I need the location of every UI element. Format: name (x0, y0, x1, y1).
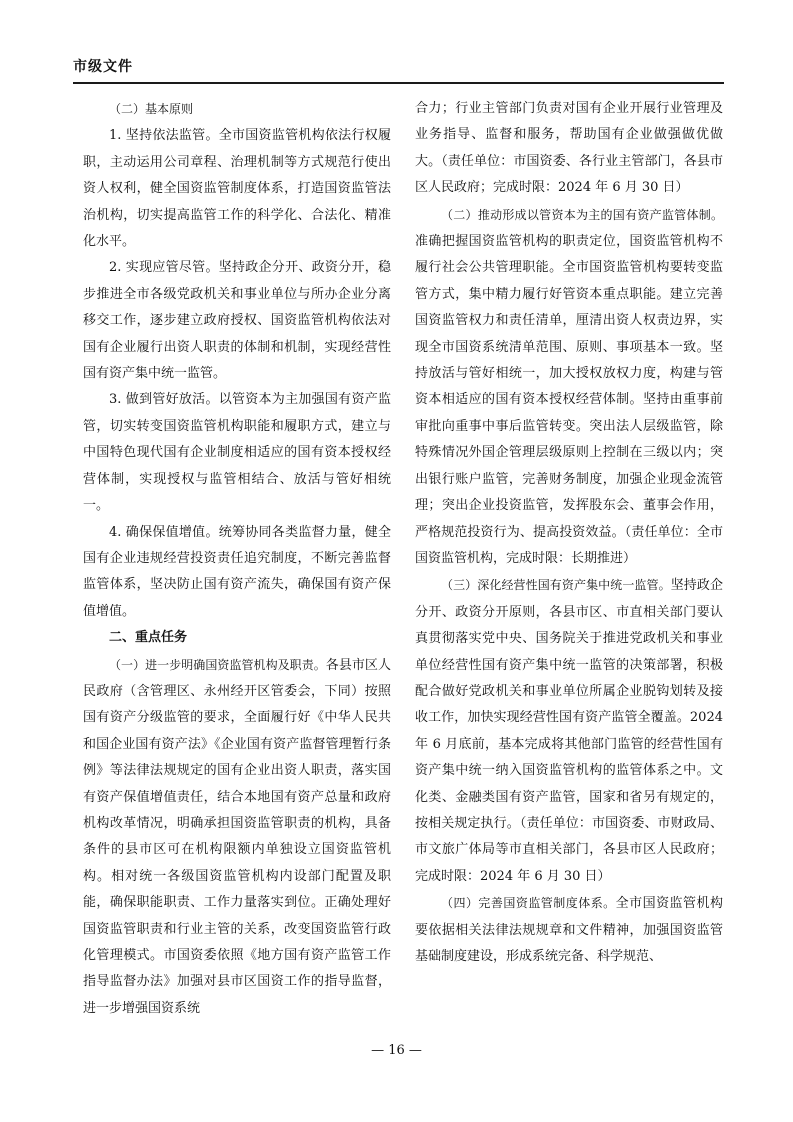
sub-heading-text: （二）基本原则 (109, 102, 194, 116)
paragraph-heading: （二）推动形成以管资本为主的国有资产监管体制。 (441, 207, 723, 222)
paragraph-text: 合力；行业主管部门负责对国有企业开展行业管理及业务指导、监督和服务，帮助国有企业做强做优做大。（责任单位：市国资委、各行业主管部门，各县市区人民政府；完成时限：2024 年 6 月 30 日） (415, 101, 723, 196)
paragraph (83, 652, 391, 1023)
section-heading-text: 二、重点任务 (109, 630, 188, 646)
header-title: 市级文件 (73, 59, 133, 75)
paragraph (415, 572, 723, 890)
paragraph-text: 4. 确保保值增值。统筹协同各类监督力量，健全国有企业违规经营投资责任追究制度，不断完善监督监管体系，坚决防止国有资产流失，确保国有资产保值增值。 (83, 524, 391, 619)
section-heading (83, 625, 391, 651)
paragraph (83, 520, 391, 626)
paragraph-text: 1. 坚持依法监管。全市国资监管机构依法行权履职，主动运用公司章程、治理机制等方式规范行使出资人权利，健全国资监管制度体系，打造国资监管法治机构，切实提高监管工作的科学化、合法化、精准化水平。 (83, 128, 391, 250)
left-column (83, 96, 391, 1022)
header-rule (73, 82, 724, 84)
paragraph (415, 202, 723, 573)
paragraph-text: 准确把握国资监管机构的职责定位，国资监管机构不履行社会公共管理职能。全市国资监管机构要转变监管方式，集中精力履行好管资本重点职能。建立完善国资监管权力和责任清单，厘清出资人权责边界，实现全市国资系统清单范围、原则、事项基本一致。坚持放活与管好相统一，加大授权放权力度，构建与管资本相适应的国有资本授权经营体制。坚持由重事前审批向重事中事后监管转变。突出法人层级监管，除特殊情况外国企管理层级原则上控制在三级以内；突出银行账户监管，完善财务制度，加强企业现金流管理；突出企业投资监管，发挥股东会、董事会作用，严格规范投资行为、提高投资效益。（责任单位：全市国资监管机构，完成时限：长期推进） (415, 234, 723, 566)
paragraph (83, 387, 391, 519)
sub-heading (83, 96, 391, 123)
continued-paragraph (415, 96, 723, 202)
paragraph-heading: （四）完善国资监管制度体系。 (441, 896, 616, 911)
page-header (73, 56, 724, 76)
paragraph-text: 2. 实现应管尽管。坚持政企分开、政资分开，稳步推进全市各级党政机关和事业单位与所办企业分离移交工作，逐步建立政府授权、国资监管机构依法对国有企业履行出资人职责的体制和机制，实现经营性国有资产集中统一监管。 (83, 260, 391, 382)
paragraph (83, 123, 391, 255)
paragraph-heading: （三）深化经营性国有资产集中统一监管。 (441, 578, 671, 593)
paragraph-text: 全市国资监管机构要依据相关法律法规规章和文件精神，加强国资监管基础制度建设，形成系统完备、科学规范、 (415, 896, 723, 964)
paragraph (415, 890, 723, 970)
paragraph-text: 各县市区人民政府（含管理区、永州经开区管委会，下同）按照国有资产分级监管的要求，全面履行好《中华人民共和国企业国有资产法》《企业国有资产监督管理暂行条例》等法律法规规定的国有企业出资人职责，落实国有资产保值增值责任，结合本地国有资产总量和政府机构改革情况，明确承担国资监管职责的机构，具备条件的县市区可在机构限额内单独设立国资监管机构。相对统一各级国资监管机构内设部门配置及职能，确保职能职责、工作力量落实到位。正确处理好国资监管职责和行业主管的关系，改变国资监管行政化管理模式。市国资委依照《地方国有资产监管工作指导监督办法》加强对县市区国资工作的指导监督，进一步增强国资系统 (83, 657, 391, 1016)
page-number: — 16 — (371, 1043, 422, 1058)
paragraph-text: 坚持政企分开、政资分开原则，各县市区、市直相关部门要认真贯彻落实党中央、国务院关于推进党政机关和事业单位经营性国有资产集中统一监管的决策部署，积极配合做好党政机关和事业单位所属企业脱钩划转及接收工作，加快实现经营性国有资产监管全覆盖。2024 年 6 月底前，基本完成将其他部门监管的经营性国有资产集中统一纳入国资监管机构的监管体系之中。文化类、金融类国有资产监管，国家和省另有规定的，按相关规定执行。（责任单位：市国资委、市财政局、市文旅广体局等市直相关部门，各县市区人民政府；完成时限：2024 年 6 月 30 日） (415, 578, 723, 884)
paragraph-text: 3. 做到管好放活。以管资本为主加强国有资产监管，切实转变国资监管机构职能和履职方式，建立与中国特色现代国有企业制度相适应的国有资本授权经营体制，实现授权与监管相结合、放活与管好相统一。 (83, 392, 391, 514)
paragraph-heading: （一）进一步明确国资监管机构及职责。 (109, 657, 326, 672)
paragraph (83, 255, 391, 387)
right-column (415, 96, 723, 970)
